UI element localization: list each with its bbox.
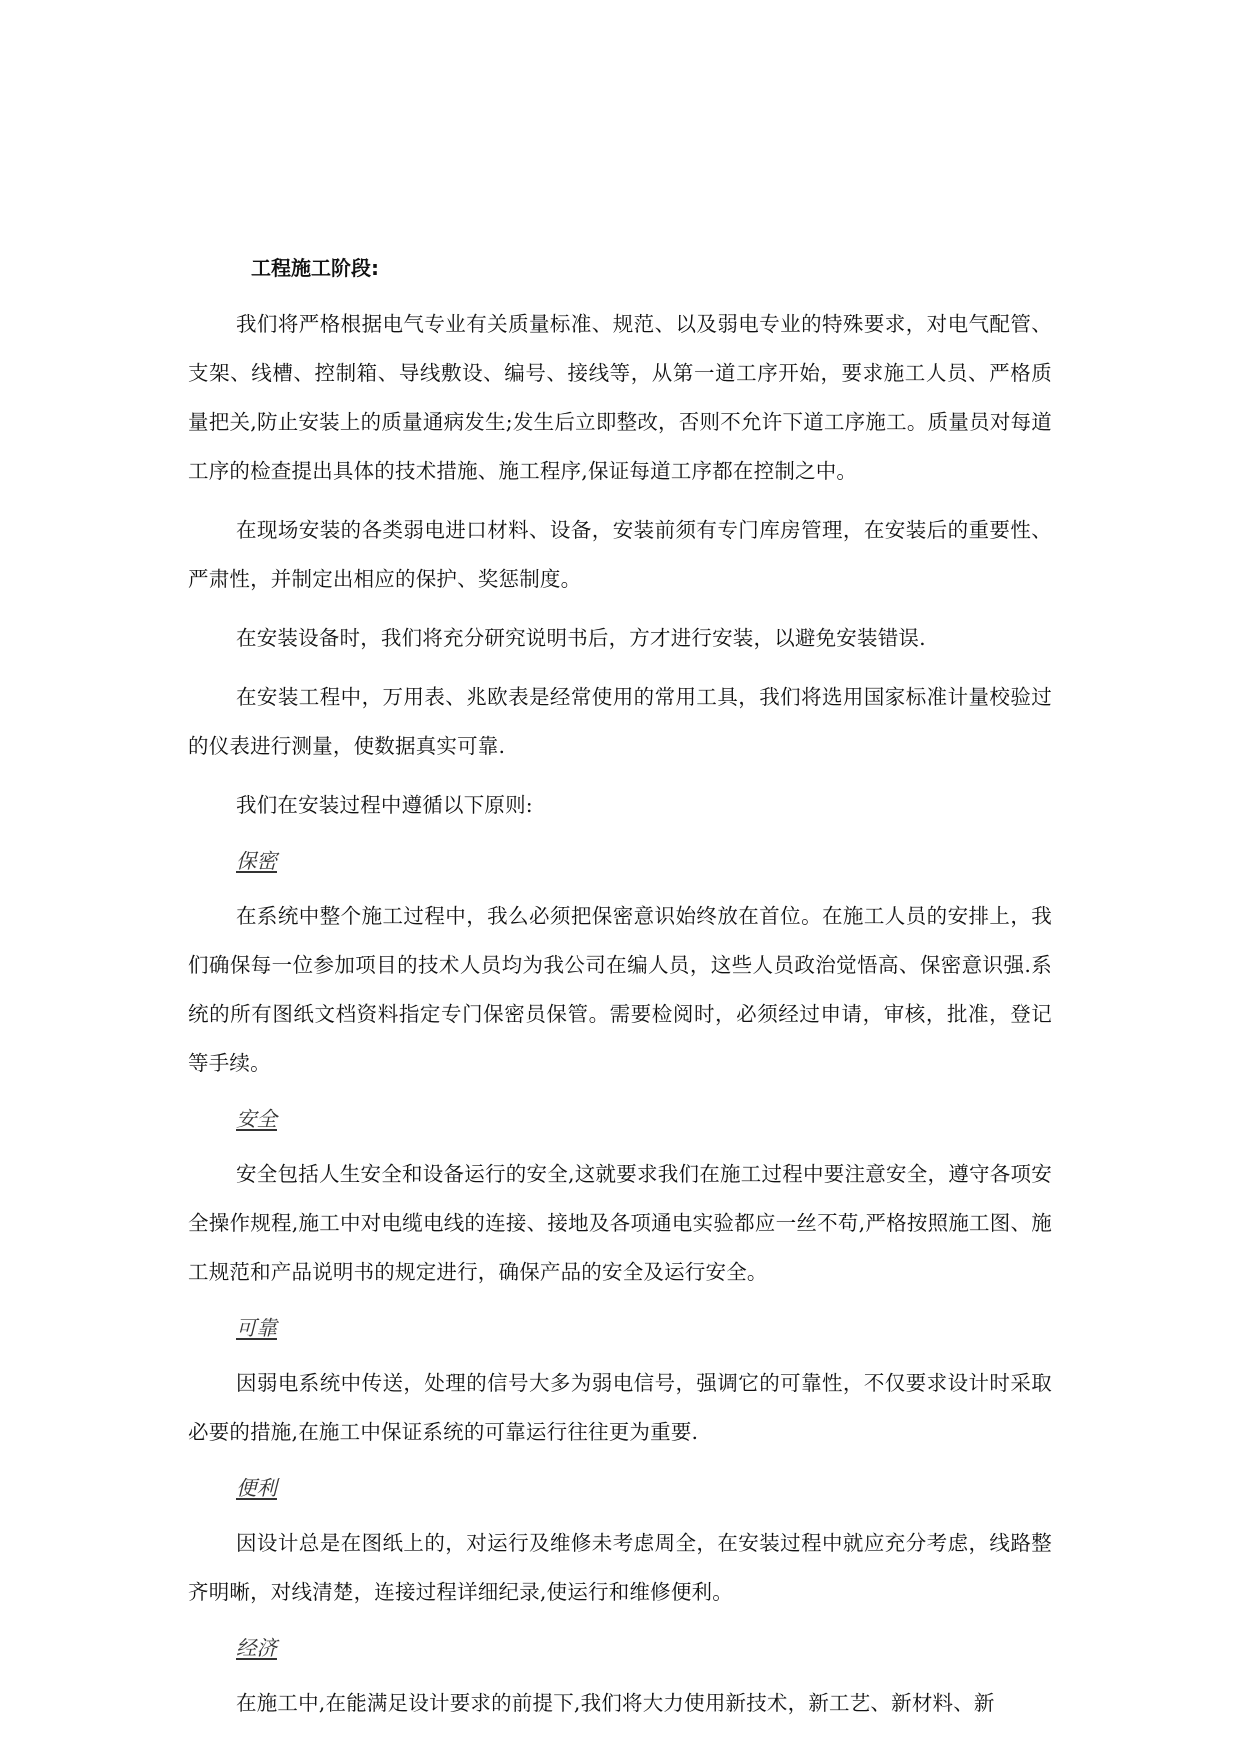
paragraph-measuring-tools: 在安装工程中，万用表、兆欧表是经常使用的常用工具，我们将选用国家标准计量校验过的仪表进行测量，使数据真实可靠. xyxy=(188,685,1052,758)
principle-title-economy: 经济 xyxy=(236,1636,277,1660)
paragraph-imported-materials: 在现场安装的各类弱电进口材料、设备，安装前须有专门库房管理，在安装后的重要性、严肃性，并制定出相应的保护、奖惩制度。 xyxy=(188,518,1052,591)
principle-title-convenience: 便利 xyxy=(236,1476,277,1500)
principle-text-reliability: 因弱电系统中传送，处理的信号大多为弱电信号，强调它的可靠性，不仅要求设计时采取必要的措施,在施工中保证系统的可靠运行往往更为重要. xyxy=(188,1371,1052,1444)
paragraph-principles-intro: 我们在安装过程中遵循以下原则: xyxy=(236,793,533,817)
principle-text-economy: 在施工中,在能满足设计要求的前提下,我们将大力使用新技术，新工艺、新材料、新 xyxy=(236,1691,995,1715)
paragraph-quality-standards: 我们将严格根据电气专业有关质量标准、规范、以及弱电专业的特殊要求，对电气配管、支架、线槽、控制箱、导线敷设、编号、接线等，从第一道工序开始，要求施工人员、严格质量把关,防止安装上的质量通病发生;发生后立即整改，否则不允许下道工序施工。质量员对每道工序的检查提出具体的技术措施、施工程序,保证每道工序都在控制之中。 xyxy=(188,312,1052,483)
principle-text-safety: 安全包括人生安全和设备运行的安全,这就要求我们在施工过程中要注意安全，遵守各项安全操作规程,施工中对电缆电线的连接、接地及各项通电实验都应一丝不苟,严格按照施工图、施工规范和产品说明书的规定进行，确保产品的安全及运行安全。 xyxy=(188,1162,1052,1284)
section-heading: 工程施工阶段: xyxy=(251,256,379,280)
paragraph-install-manual: 在安装设备时，我们将充分研究说明书后，方才进行安装，以避免安装错误. xyxy=(236,626,926,650)
principle-title-reliability: 可靠 xyxy=(236,1316,277,1340)
principle-text-confidentiality: 在系统中整个施工过程中，我么必须把保密意识始终放在首位。在施工人员的安排上，我们确保每一位参加项目的技术人员均为我公司在编人员，这些人员政治觉悟高、保密意识强.系统的所有图纸文档资料指定专门保密员保管。需要检阅时，必须经过申请，审核，批准，登记等手续。 xyxy=(188,904,1052,1075)
principle-title-confidentiality: 保密 xyxy=(236,849,277,873)
principle-text-convenience: 因设计总是在图纸上的，对运行及维修未考虑周全，在安装过程中就应充分考虑，线路整齐明晰，对线清楚，连接过程详细纪录,使运行和维修便利。 xyxy=(188,1531,1052,1604)
principle-title-safety: 安全 xyxy=(236,1107,277,1131)
document-page xyxy=(188,252,1052,1738)
